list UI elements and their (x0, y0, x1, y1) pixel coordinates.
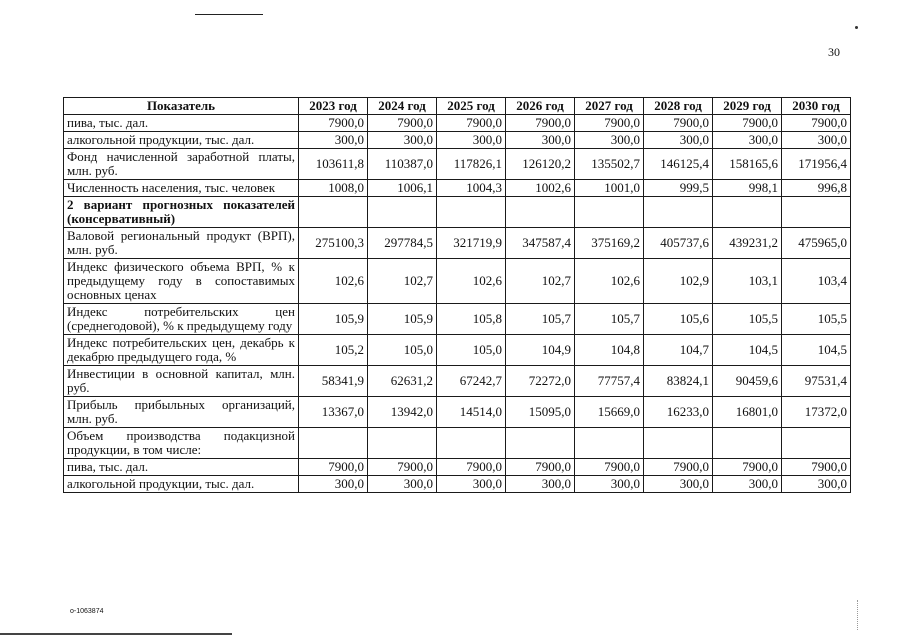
value-cell (782, 428, 851, 459)
value-cell: 7900,0 (575, 459, 644, 476)
indicator-cell: Фонд начисленной заработной платы, млн. руб. (64, 149, 299, 180)
indicator-cell: Объем производства подакцизной продукции, в том числе: (64, 428, 299, 459)
header-year-2030: 2030 год (782, 98, 851, 115)
value-cell (368, 428, 437, 459)
value-cell: 1008,0 (299, 180, 368, 197)
value-cell: 300,0 (299, 132, 368, 149)
value-cell: 13367,0 (299, 397, 368, 428)
header-year-2023: 2023 год (299, 98, 368, 115)
value-cell: 90459,6 (713, 366, 782, 397)
indicator-cell: пива, тыс. дал. (64, 459, 299, 476)
indicator-cell: алкогольной продукции, тыс. дал. (64, 476, 299, 493)
value-cell: 300,0 (368, 132, 437, 149)
value-cell: 104,5 (713, 335, 782, 366)
indicator-cell: алкогольной продукции, тыс. дал. (64, 132, 299, 149)
value-cell: 103,4 (782, 259, 851, 304)
value-cell (437, 197, 506, 228)
value-cell: 7900,0 (437, 459, 506, 476)
bottom-rule (0, 633, 232, 635)
value-cell: 7900,0 (506, 115, 575, 132)
value-cell: 300,0 (575, 476, 644, 493)
indicator-cell: Прибыль прибыльных организаций, млн. руб. (64, 397, 299, 428)
value-cell (713, 197, 782, 228)
value-cell (368, 197, 437, 228)
value-cell: 300,0 (506, 132, 575, 149)
value-cell: 126120,2 (506, 149, 575, 180)
value-cell: 104,8 (575, 335, 644, 366)
value-cell: 105,5 (782, 304, 851, 335)
value-cell: 104,7 (644, 335, 713, 366)
value-cell: 7900,0 (644, 459, 713, 476)
value-cell: 300,0 (437, 476, 506, 493)
table-row (64, 228, 851, 259)
value-cell: 7900,0 (299, 459, 368, 476)
value-cell: 135502,7 (575, 149, 644, 180)
indicator-cell: Численность населения, тыс. человек (64, 180, 299, 197)
table-row (64, 197, 851, 228)
value-cell: 110387,0 (368, 149, 437, 180)
value-cell: 104,9 (506, 335, 575, 366)
indicator-cell: пива, тыс. дал. (64, 115, 299, 132)
value-cell: 103611,8 (299, 149, 368, 180)
value-cell: 13942,0 (368, 397, 437, 428)
value-cell: 102,7 (506, 259, 575, 304)
table-row (64, 459, 851, 476)
value-cell: 1002,6 (506, 180, 575, 197)
value-cell (299, 428, 368, 459)
value-cell: 83824,1 (644, 366, 713, 397)
table-row (64, 149, 851, 180)
value-cell: 998,1 (713, 180, 782, 197)
value-cell: 102,6 (575, 259, 644, 304)
value-cell: 300,0 (644, 132, 713, 149)
document-code: о-1063874 (70, 608, 104, 615)
top-rule (195, 14, 263, 15)
scan-side-marks (857, 600, 859, 630)
value-cell (575, 197, 644, 228)
value-cell: 7900,0 (368, 115, 437, 132)
value-cell (506, 197, 575, 228)
value-cell: 7900,0 (713, 459, 782, 476)
page-number: 30 (828, 45, 840, 59)
table-header-row (64, 98, 851, 115)
value-cell: 475965,0 (782, 228, 851, 259)
table-row (64, 180, 851, 197)
value-cell: 171956,4 (782, 149, 851, 180)
value-cell: 77757,4 (575, 366, 644, 397)
indicator-cell: Индекс физического объема ВРП, % к предыдущему году в сопоставимых основных ценах (64, 259, 299, 304)
value-cell: 7900,0 (644, 115, 713, 132)
value-cell: 97531,4 (782, 366, 851, 397)
value-cell: 105,5 (713, 304, 782, 335)
table-row (64, 428, 851, 459)
value-cell: 300,0 (437, 132, 506, 149)
value-cell: 117826,1 (437, 149, 506, 180)
table-row (64, 397, 851, 428)
value-cell: 62631,2 (368, 366, 437, 397)
value-cell: 300,0 (713, 132, 782, 149)
value-cell: 7900,0 (437, 115, 506, 132)
value-cell: 105,6 (644, 304, 713, 335)
value-cell: 105,7 (575, 304, 644, 335)
value-cell: 7900,0 (782, 459, 851, 476)
value-cell: 72272,0 (506, 366, 575, 397)
indicator-cell: Валовой региональный продукт (ВРП), млн. руб. (64, 228, 299, 259)
value-cell: 300,0 (644, 476, 713, 493)
value-cell: 7900,0 (368, 459, 437, 476)
value-cell: 146125,4 (644, 149, 713, 180)
header-year-2026: 2026 год (506, 98, 575, 115)
value-cell: 300,0 (299, 476, 368, 493)
value-cell: 67242,7 (437, 366, 506, 397)
value-cell: 300,0 (713, 476, 782, 493)
value-cell: 158165,6 (713, 149, 782, 180)
header-year-2024: 2024 год (368, 98, 437, 115)
table-row (64, 335, 851, 366)
value-cell (644, 428, 713, 459)
value-cell: 297784,5 (368, 228, 437, 259)
value-cell: 105,0 (368, 335, 437, 366)
value-cell (506, 428, 575, 459)
indicator-cell: Индекс потребительских цен (среднегодовой), % к предыдущему году (64, 304, 299, 335)
value-cell: 14514,0 (437, 397, 506, 428)
value-cell: 7900,0 (299, 115, 368, 132)
value-cell (299, 197, 368, 228)
header-year-2027: 2027 год (575, 98, 644, 115)
value-cell: 1006,1 (368, 180, 437, 197)
value-cell: 102,9 (644, 259, 713, 304)
value-cell: 300,0 (782, 132, 851, 149)
indicator-cell: Индекс потребительских цен, декабрь к декабрю предыдущего года, % (64, 335, 299, 366)
value-cell: 105,2 (299, 335, 368, 366)
value-cell: 996,8 (782, 180, 851, 197)
value-cell: 105,9 (299, 304, 368, 335)
value-cell: 102,6 (437, 259, 506, 304)
value-cell: 321719,9 (437, 228, 506, 259)
value-cell: 7900,0 (713, 115, 782, 132)
value-cell: 300,0 (506, 476, 575, 493)
value-cell: 105,8 (437, 304, 506, 335)
value-cell: 1001,0 (575, 180, 644, 197)
value-cell: 105,0 (437, 335, 506, 366)
value-cell: 7900,0 (506, 459, 575, 476)
value-cell: 347587,4 (506, 228, 575, 259)
forecast-table (63, 97, 851, 493)
value-cell: 300,0 (782, 476, 851, 493)
scan-dot (855, 26, 858, 29)
value-cell (575, 428, 644, 459)
value-cell: 15669,0 (575, 397, 644, 428)
table-row (64, 476, 851, 493)
header-year-2029: 2029 год (713, 98, 782, 115)
table-row (64, 304, 851, 335)
value-cell: 16801,0 (713, 397, 782, 428)
value-cell: 300,0 (368, 476, 437, 493)
header-year-2025: 2025 год (437, 98, 506, 115)
value-cell: 275100,3 (299, 228, 368, 259)
value-cell: 15095,0 (506, 397, 575, 428)
value-cell: 104,5 (782, 335, 851, 366)
value-cell: 58341,9 (299, 366, 368, 397)
value-cell (782, 197, 851, 228)
section-heading-cell: 2 вариант прогнозных показателей (консервативный) (64, 197, 299, 228)
value-cell: 103,1 (713, 259, 782, 304)
value-cell: 102,6 (299, 259, 368, 304)
value-cell: 16233,0 (644, 397, 713, 428)
table-row (64, 259, 851, 304)
table-row (64, 115, 851, 132)
value-cell: 17372,0 (782, 397, 851, 428)
value-cell: 300,0 (575, 132, 644, 149)
value-cell: 405737,6 (644, 228, 713, 259)
header-indicator: Показатель (64, 98, 299, 115)
value-cell: 1004,3 (437, 180, 506, 197)
value-cell (644, 197, 713, 228)
value-cell: 375169,2 (575, 228, 644, 259)
table-row (64, 366, 851, 397)
value-cell: 7900,0 (575, 115, 644, 132)
header-year-2028: 2028 год (644, 98, 713, 115)
value-cell (713, 428, 782, 459)
indicator-cell: Инвестиции в основной капитал, млн. руб. (64, 366, 299, 397)
value-cell: 105,7 (506, 304, 575, 335)
table-row (64, 132, 851, 149)
value-cell: 999,5 (644, 180, 713, 197)
value-cell: 439231,2 (713, 228, 782, 259)
value-cell: 7900,0 (782, 115, 851, 132)
value-cell: 102,7 (368, 259, 437, 304)
value-cell (437, 428, 506, 459)
value-cell: 105,9 (368, 304, 437, 335)
